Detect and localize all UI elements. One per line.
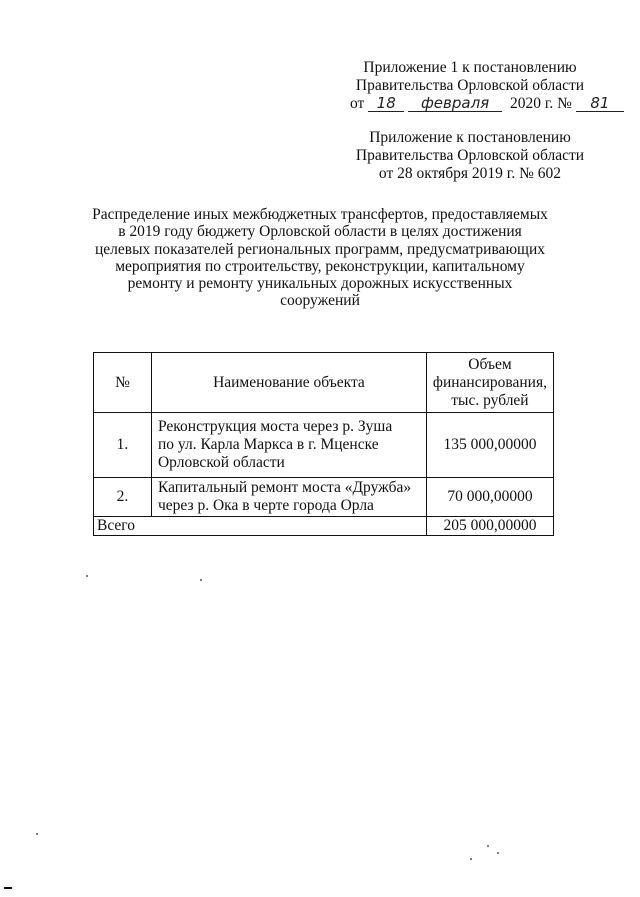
table-row	[94, 478, 554, 517]
handwritten-day: 18	[368, 96, 404, 112]
header-number: №	[94, 353, 152, 413]
appendix-current-date-line	[350, 94, 610, 113]
title-line-6: сооружений	[280, 292, 360, 310]
table-row	[94, 413, 554, 478]
row-object-name	[151, 413, 426, 478]
row-object-name	[151, 478, 426, 517]
row-name-line2: через р. Ока в черте города Орла	[157, 497, 374, 514]
appendix-current-line1: Приложение 1 к постановлению	[363, 59, 577, 76]
date-year: 2020 г. №	[509, 95, 572, 112]
appendix-original-line3: от 28 октября 2019 г. № 602	[378, 165, 562, 182]
total-sum: 205 000,00000	[426, 517, 553, 536]
title-line-3: целевых показателей региональных программ, предусматривающих	[94, 240, 545, 258]
scan-speck	[470, 858, 472, 860]
header-financing-volume	[426, 353, 553, 413]
title-line-2: в 2019 году бюджету Орловской области в целях достижения	[118, 223, 522, 241]
row-sum: 135 000,00000	[426, 413, 553, 478]
table-total-row	[94, 517, 554, 536]
row-name-line3: Орловской области	[157, 454, 285, 471]
title-line-5: ремонту и ремонту уникальных дорожных искусственных	[127, 275, 513, 293]
scan-margin-mark	[4, 887, 12, 889]
total-label: Всего	[94, 517, 427, 536]
scan-speck	[86, 575, 88, 577]
row-name-line1: Реконструкция моста через р. Зуша	[157, 418, 393, 435]
appendix-original-line2: Правительства Орловской области	[355, 147, 585, 164]
handwritten-number: 81	[576, 96, 624, 112]
row-number: 2.	[94, 478, 152, 517]
financing-table	[93, 352, 554, 536]
scan-speck	[200, 579, 202, 581]
header-sum-line1: Объем	[468, 355, 512, 373]
appendix-current-line2: Правительства Орловской области	[355, 77, 585, 94]
scan-speck	[36, 833, 38, 835]
header-sum-line2: финансирования,	[432, 373, 547, 391]
handwritten-month: февраля	[408, 96, 502, 112]
header-object-name: Наименование объекта	[151, 353, 426, 413]
title-line-4: мероприятия по строительству, реконструкции, капитальному	[115, 257, 525, 275]
scan-speck	[497, 852, 499, 854]
table-header-row	[94, 353, 554, 413]
row-name-line1: Капитальный ремонт моста «Дружба»	[157, 479, 412, 496]
scan-speck	[487, 845, 489, 847]
date-prefix: от	[350, 95, 365, 112]
appendix-original-line1: Приложение к постановлению	[369, 129, 571, 146]
row-number: 1.	[94, 413, 152, 478]
appendix-original-header	[350, 129, 590, 183]
appendix-current-header	[350, 59, 610, 113]
header-sum-line3: тыс. рублей	[451, 391, 529, 409]
title-line-1: Распределение иных межбюджетных трансфертов, предоставляемых	[92, 206, 548, 223]
row-sum: 70 000,00000	[426, 478, 553, 517]
row-name-line2: по ул. Карла Маркса в г. Мценске	[157, 436, 379, 453]
document-title	[80, 206, 560, 310]
